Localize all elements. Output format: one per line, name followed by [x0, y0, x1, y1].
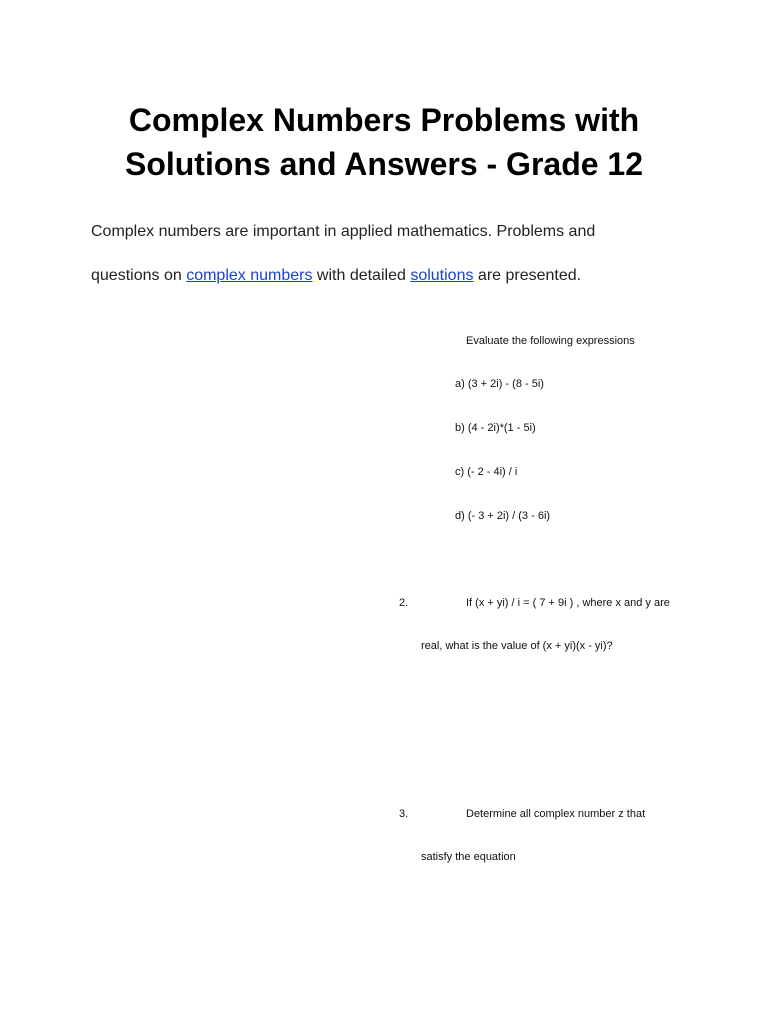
question-3-number: 3.: [399, 808, 409, 820]
page-title: [60, 98, 708, 186]
complex-numbers-link[interactable]: complex numbers: [186, 267, 313, 284]
intro-line-2: [91, 267, 731, 285]
solutions-link[interactable]: solutions: [410, 267, 474, 284]
intro-line-1: [91, 223, 731, 241]
question-2-line-1: If (x + yi) / i = ( 7 + 9i ) , where x and y are: [466, 597, 670, 609]
question-1-part-d: d) (- 3 + 2i) / (3 - 6i): [455, 510, 551, 522]
question-2-line-2: real, what is the value of (x + yi)(x - yi)?: [421, 640, 613, 652]
intro-prefix: questions on: [91, 267, 187, 284]
question-1-part-b: b) (4 - 2i)*(1 - 5i): [455, 422, 536, 434]
intro-suffix: are presented.: [473, 267, 582, 284]
question-1-part-c: c) (- 2 - 4i) / i: [455, 466, 518, 478]
intro-middle: with detailed: [312, 267, 411, 284]
intro-text: Complex numbers are important in applied mathematics. Problems and: [91, 223, 596, 240]
question-1-part-a: a) (3 + 2i) - (8 - 5i): [455, 378, 544, 390]
title-line-2: Solutions and Answers - Grade 12: [124, 146, 644, 182]
title-line-1: Complex Numbers Problems with: [128, 102, 640, 138]
question-1-heading: Evaluate the following expressions: [466, 335, 635, 347]
question-3-line-1: Determine all complex number z that: [466, 808, 646, 820]
question-3-line-2: satisfy the equation: [421, 851, 516, 863]
question-2-number: 2.: [399, 597, 409, 609]
